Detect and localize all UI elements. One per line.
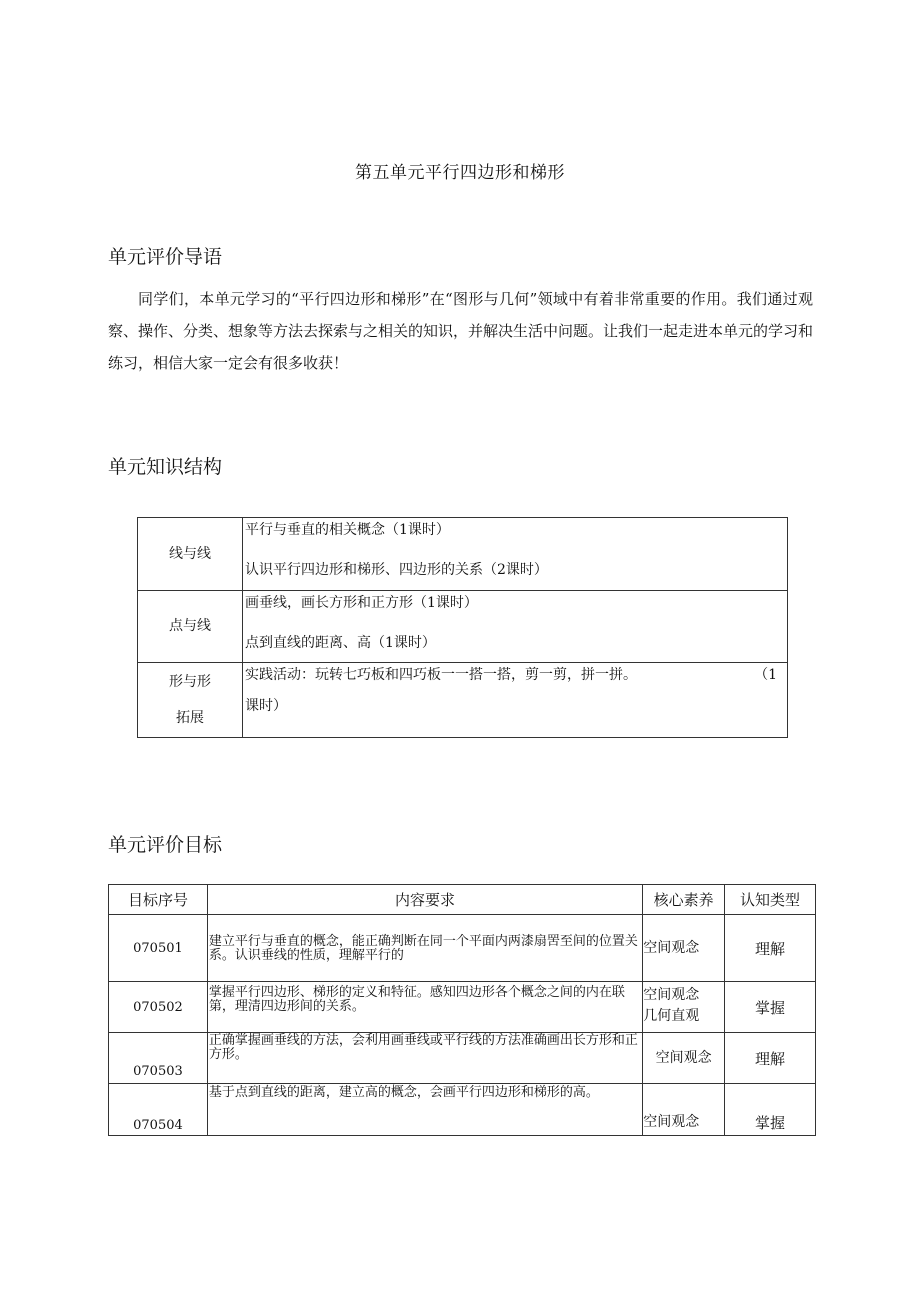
category-label: 拓展 (176, 710, 204, 726)
table-row (109, 982, 816, 1033)
structure-item: 课时） (245, 698, 287, 714)
goals-heading: 单元评价目标 (108, 834, 223, 856)
goal-id: 070501 (109, 915, 208, 982)
goal-content: 正确掌握画垂线的方法，会利用画垂线或平行线的方法准确画出长方形和正方形。 (207, 1033, 642, 1084)
structure-item: 点到直线的距离、高（1课时） (245, 635, 436, 651)
column-header: 目标序号 (109, 885, 208, 915)
goal-content: 基于点到直线的距离，建立高的概念，会画平行四边形和梯形的高。 (207, 1084, 642, 1136)
structure-detail (243, 591, 788, 663)
goal-id: 070504 (109, 1084, 208, 1136)
category-label: 点与线 (169, 618, 211, 634)
structure-item: 实践活动：玩转七巧板和四巧板一一搭一搭，剪一剪，拼一拼。 (245, 667, 637, 683)
structure-detail (243, 518, 788, 591)
structure-category (138, 663, 243, 738)
table-row (109, 1033, 816, 1084)
goal-literacy (643, 1084, 725, 1136)
literacy-label: 空间观念 (643, 987, 700, 1003)
goal-content: 建立平行与垂直的概念，能正确判断在同一个平面内两漆扇罟至间的位置关系。认识垂线的性质，理解平行的 (207, 915, 642, 982)
literacy-label: 几何直观 (643, 1008, 700, 1024)
goal-content: 掌握平行四边形、梯形的定义和特征。感知四边形各个概念之间的内在联第，理清四边形间的关系。 (207, 982, 642, 1033)
structure-item: 认识平行四边形和梯形、四边形的关系（2课时） (245, 562, 548, 578)
literacy-label: 空间观念 (655, 1049, 712, 1066)
structure-category (138, 518, 243, 591)
category-label: 线与线 (169, 545, 211, 562)
column-header: 认知类型 (725, 885, 816, 915)
evaluation-goals-table (108, 884, 816, 1136)
goal-literacy (643, 982, 725, 1033)
goal-literacy (643, 915, 725, 982)
structure-category (138, 591, 243, 663)
knowledge-structure-table (137, 517, 788, 738)
intro-paragraph: 同学们，本单元学习的“平行四边形和梯形”在“图形与几何”领域中有着非常重要的作用。我们通过观察、操作、分类、想象等方法去探索与之相关的知识，并解决生活中问题。让我们一起走进本单元的学习和练习，相信大家一定会有很多收获！ (108, 290, 814, 372)
page-title: 第五单元平行四边形和梯形 (355, 163, 565, 183)
table-row (109, 915, 816, 982)
goal-cognition: 掌握 (725, 982, 816, 1033)
column-header: 内容要求 (207, 885, 642, 915)
goal-cognition: 理解 (725, 1033, 816, 1084)
goal-id: 070502 (109, 982, 208, 1033)
table-header-row (109, 885, 816, 915)
intro-heading: 单元评价导语 (108, 246, 223, 268)
structure-row (138, 663, 788, 738)
structure-item: （1 (754, 667, 777, 683)
goal-cognition: 理解 (725, 915, 816, 982)
structure-row (138, 518, 788, 591)
column-header: 核心素养 (643, 885, 725, 915)
structure-item: 画垂线，画长方形和正方形（1课时） (245, 595, 478, 611)
goal-id: 070503 (109, 1033, 208, 1084)
goal-literacy (643, 1033, 725, 1084)
literacy-label: 空间观念 (643, 939, 700, 956)
structure-item: 平行与垂直的相关概念（1课时） (245, 522, 450, 538)
structure-detail (243, 663, 788, 738)
structure-row (138, 591, 788, 663)
literacy-label: 空间观念 (643, 1114, 700, 1130)
goal-cognition: 掌握 (725, 1084, 816, 1136)
category-label: 形与形 (169, 674, 211, 690)
table-row (109, 1084, 816, 1136)
structure-heading: 单元知识结构 (108, 456, 223, 478)
